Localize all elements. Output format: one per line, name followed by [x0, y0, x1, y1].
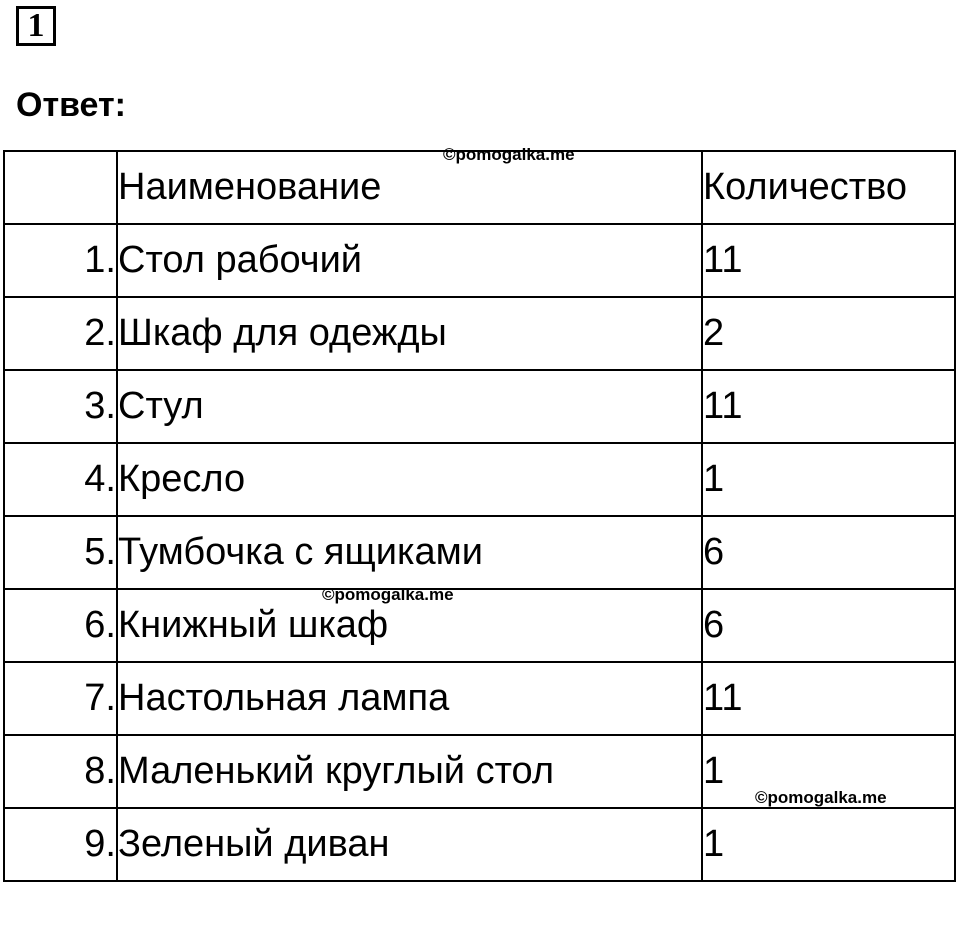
row-quantity: 11 — [702, 662, 955, 735]
watermark: ©pomogalka.me — [322, 585, 454, 604]
row-number: 8. — [4, 735, 117, 808]
table-row — [4, 589, 955, 662]
row-quantity: 1 — [702, 808, 955, 881]
task-number-box: 1 — [16, 6, 56, 46]
row-quantity: 11 — [702, 224, 955, 297]
table-row — [4, 516, 955, 589]
row-name: Шкаф для одежды — [117, 297, 702, 370]
header-number — [4, 151, 117, 224]
header-name: Наименование — [117, 151, 702, 224]
row-number: 5. — [4, 516, 117, 589]
watermark: ©pomogalka.me — [443, 145, 575, 164]
row-quantity: 2 — [702, 297, 955, 370]
row-number: 9. — [4, 808, 117, 881]
row-quantity: 11 — [702, 370, 955, 443]
row-number: 7. — [4, 662, 117, 735]
table-row — [4, 662, 955, 735]
table-row — [4, 224, 955, 297]
answer-label: Ответ: — [16, 86, 126, 124]
header-quantity: Количество — [702, 151, 955, 224]
row-name: Настольная лампа — [117, 662, 702, 735]
row-quantity: 6 — [702, 516, 955, 589]
row-quantity: 6 — [702, 589, 955, 662]
row-name: Тумбочка с ящиками — [117, 516, 702, 589]
row-name: Стул — [117, 370, 702, 443]
table-row — [4, 297, 955, 370]
row-number: 1. — [4, 224, 117, 297]
row-number: 3. — [4, 370, 117, 443]
row-name: Книжный шкаф — [117, 589, 702, 662]
row-name: Стол рабочий — [117, 224, 702, 297]
row-quantity: 1 — [702, 735, 955, 808]
furniture-table — [3, 150, 956, 882]
row-name: Маленький круглый стол — [117, 735, 702, 808]
row-number: 6. — [4, 589, 117, 662]
table-row — [4, 443, 955, 516]
row-number: 2. — [4, 297, 117, 370]
row-number: 4. — [4, 443, 117, 516]
row-quantity: 1 — [702, 443, 955, 516]
watermark: ©pomogalka.me — [755, 788, 887, 807]
row-name: Зеленый диван — [117, 808, 702, 881]
table-row — [4, 808, 955, 881]
row-name: Кресло — [117, 443, 702, 516]
table-row — [4, 370, 955, 443]
